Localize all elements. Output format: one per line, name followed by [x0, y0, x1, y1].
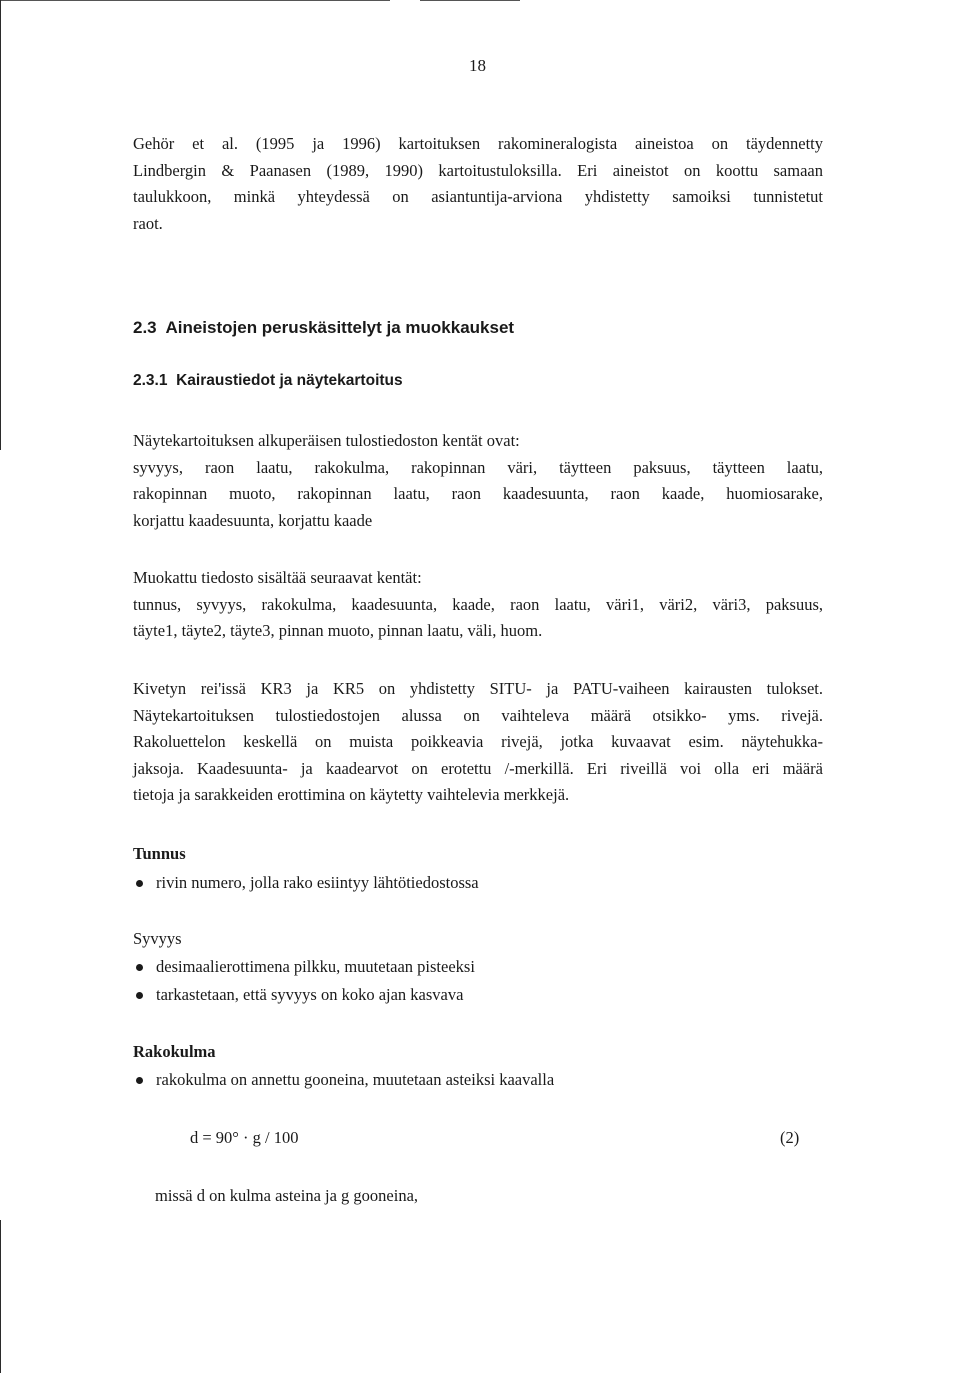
- formula-note: missä d on kulma asteina ja g gooneina,: [155, 1186, 419, 1205]
- scan-left-edge: [0, 0, 1, 450]
- notes-line: Rakoluettelon keskellä on muista poikkeavia rivejä, jotka kuvaavat esim. näytehukka-: [133, 732, 823, 751]
- modified-fields-line: täyte1, täyte2, täyte3, pinnan muoto, pinnan laatu, väli, huom.: [133, 621, 543, 640]
- list-item: [133, 985, 463, 1005]
- list-item-text: tarkastetaan, että syvyys on koko ajan kasvava: [156, 985, 464, 1004]
- intro-paragraph: [133, 131, 823, 237]
- bullet-icon: [136, 992, 143, 999]
- scan-top-edge-right: [420, 0, 520, 1]
- notes-line: jaksoja. Kaadesuunta- ja kaadearvot on erotettu /-merkillä. Eri riveillä voi olla eri määrä: [133, 758, 823, 778]
- section-heading: 2.3 Aineistojen peruskäsittelyt ja muokkaukset: [133, 318, 515, 337]
- syvyys-heading: Syvyys: [133, 929, 182, 948]
- original-fields-line: syvyys, raon laatu, rakokulma, rakopinnan väri, täytteen paksuus, täytteen laatu,: [133, 457, 823, 477]
- subsection-heading: 2.3.1 Kairaustiedot ja näytekartoitus: [133, 372, 403, 389]
- scan-left-edge-lower: [0, 1220, 1, 1373]
- bullet-icon: [136, 880, 143, 887]
- original-fields-line: korjattu kaadesuunta, korjattu kaade: [133, 510, 373, 530]
- intro-line: Lindbergin & Paanasen (1989, 1990) kartoitustuloksilla. Eri aineistot on koottu samaan: [133, 160, 823, 180]
- list-item-text: desimaalierottimena pilkku, muutetaan pisteeksi: [156, 957, 475, 976]
- bullet-icon: [136, 964, 143, 971]
- notes-line: Kivetyn rei'issä KR3 ja KR5 on yhdistetty SITU- ja PATU-vaiheen kairausten tulokset.: [133, 679, 823, 698]
- tunnus-heading: Tunnus: [133, 844, 186, 863]
- original-fields-line: Näytekartoituksen alkuperäisen tulostiedoston kentät ovat:: [133, 431, 520, 450]
- original-fields-line: rakopinnan muoto, rakopinnan laatu, raon kaadesuunta, raon kaade, huomiosarake,: [133, 484, 823, 503]
- modified-fields-paragraph: [133, 565, 823, 645]
- list-item: [133, 957, 475, 977]
- rakokulma-heading: Rakokulma: [133, 1042, 216, 1061]
- notes-line: Näytekartoituksen tulostiedostojen alussa on vaihteleva määrä otsikko- yms. rivejä.: [133, 705, 823, 725]
- equation-number: (2): [780, 1128, 800, 1147]
- list-item: [133, 1070, 554, 1090]
- page-number: 18: [469, 56, 486, 75]
- list-item: [133, 873, 479, 893]
- original-fields-paragraph: [133, 428, 823, 534]
- modified-fields-line: tunnus, syvyys, rakokulma, kaadesuunta, kaade, raon laatu, väri1, väri2, väri3, paksuus,: [133, 594, 823, 614]
- bullet-icon: [136, 1077, 143, 1084]
- formula: d = 90° · g / 100: [190, 1128, 299, 1147]
- scan-top-edge: [0, 0, 390, 1]
- intro-line: raot.: [133, 213, 163, 233]
- list-item-text: rivin numero, jolla rako esiintyy lähtötiedostossa: [156, 873, 479, 892]
- intro-line: taulukkoon, minkä yhteydessä on asiantuntija-arviona yhdistetty samoiksi tunnistetut: [133, 187, 823, 206]
- modified-fields-line: Muokattu tiedosto sisältää seuraavat kentät:: [133, 568, 422, 587]
- notes-paragraph: [133, 676, 823, 809]
- intro-line: Gehör et al. (1995 ja 1996) kartoituksen rakomineralogista aineistoa on täydennetty: [133, 134, 823, 153]
- list-item-text: rakokulma on annettu gooneina, muutetaan asteiksi kaavalla: [156, 1070, 555, 1089]
- notes-line: tietoja ja sarakkeiden erottimina on käytetty vaihtelevia merkkejä.: [133, 785, 570, 804]
